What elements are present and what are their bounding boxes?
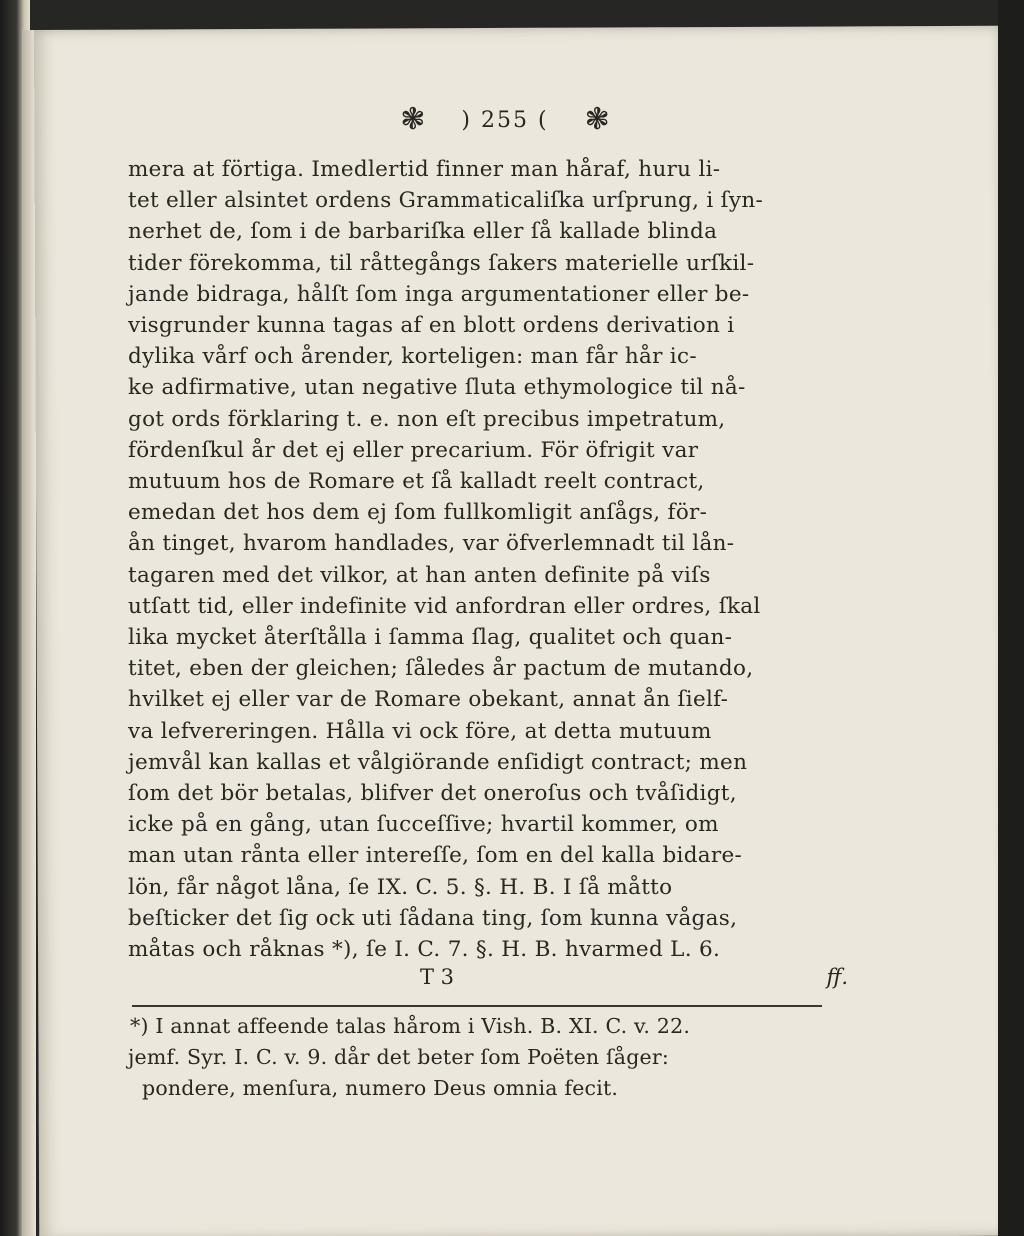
footnote-line: pondere, menſura, numero Deus omnia fecit. bbox=[142, 1076, 619, 1101]
text-line: titet, eben der gleichen; ſåledes år pactum de mutando, bbox=[128, 656, 754, 682]
text-line: utſatt tid, eller indefinite vid anfordran eller ordres, ſkal bbox=[128, 593, 761, 619]
text-line: mera at förtiga. Imedlertid finner man håraf, huru li- bbox=[128, 157, 721, 182]
text-line: hvilket ej eller var de Romare obekant, annat ån ſielf- bbox=[128, 687, 729, 713]
main-text bbox=[128, 154, 858, 965]
footnote-divider bbox=[132, 1005, 822, 1007]
footnote bbox=[128, 1011, 858, 1104]
flower-ornament-icon: ❃ bbox=[584, 102, 610, 137]
text-line: jemvål kan kallas et vålgiörande enſidigt contract; men bbox=[128, 749, 748, 775]
text-line: ån tinget, hvarom handlades, var öfverlemnadt til lån- bbox=[128, 531, 735, 557]
text-line: måtas och råknas *), ſe I. C. 7. §. H. B. hvarmed L. 6. bbox=[128, 937, 721, 963]
flower-ornament-icon: ❃ bbox=[400, 102, 426, 137]
text-line: jande bidraga, hålſt ſom inga argumentationer eller be- bbox=[128, 281, 750, 307]
text-line: ke adfirmative, utan negative ſluta ethymologice til nå- bbox=[128, 375, 746, 401]
catchword: ff. bbox=[826, 965, 848, 990]
text-line: tagaren med det vilkor, at han anten definite på viſs bbox=[128, 562, 711, 588]
right-background-edge bbox=[998, 0, 1024, 1236]
text-line: tet eller alsintet ordens Grammaticaliſka urſprung, i ſyn- bbox=[128, 188, 764, 214]
text-line: fördenſkul år det ej eller precarium. För öfrigit var bbox=[128, 437, 699, 463]
text-line: man utan rånta eller intereſſe, ſom en del kalla bidare- bbox=[128, 843, 743, 869]
text-line: got ords förklaring t. e. non eſt precibus impetratum, bbox=[128, 406, 726, 432]
text-line: mutuum hos de Romare et ſå kalladt reelt contract, bbox=[128, 469, 705, 495]
text-line: va lefvereringen. Hålla vi ock före, at detta mutuum bbox=[128, 718, 712, 744]
text-line: tider förekomma, til råttegångs ſakers materielle urſkil- bbox=[128, 250, 755, 276]
text-line: visgrunder kunna tagas af en blott ordens derivation i bbox=[128, 313, 735, 339]
page-text-block bbox=[128, 102, 858, 1104]
text-line: emedan det hos dem ej ſom fullkomligit anſågs, för- bbox=[128, 500, 708, 526]
text-line: beſticker det ſig ock uti ſådana ting, ſom kunna vågas, bbox=[128, 905, 738, 931]
text-line: icke på en gång, utan ſucceſſive; hvartil kommer, om bbox=[128, 812, 719, 838]
text-line: dylika vårf och årender, korteligen: man får hår ic- bbox=[128, 344, 697, 370]
signature-line bbox=[128, 965, 858, 995]
page-number: ) 255 ( bbox=[461, 107, 549, 133]
footnote-line: jemf. Syr. I. C. v. 9. dår det beter ſom Poëten ſåger: bbox=[128, 1045, 669, 1070]
footnote-line: *) I annat affeende talas hårom i Vish. B. XI. C. v. 22. bbox=[130, 1014, 691, 1039]
text-line: lön, får något låna, ſe IX. C. 5. §. H. B. I ſå måtto bbox=[128, 874, 673, 900]
signature-mark: T 3 bbox=[420, 965, 455, 990]
running-header bbox=[152, 100, 858, 140]
text-line: ſom det bör betalas, blifver det oneroſus och tvåſidigt, bbox=[128, 781, 737, 807]
text-line: lika mycket återſtålla i ſamma ſlag, qualitet och quan- bbox=[128, 625, 733, 651]
text-line: nerhet de, ſom i de barbariſka eller ſå kallade blinda bbox=[128, 219, 718, 245]
